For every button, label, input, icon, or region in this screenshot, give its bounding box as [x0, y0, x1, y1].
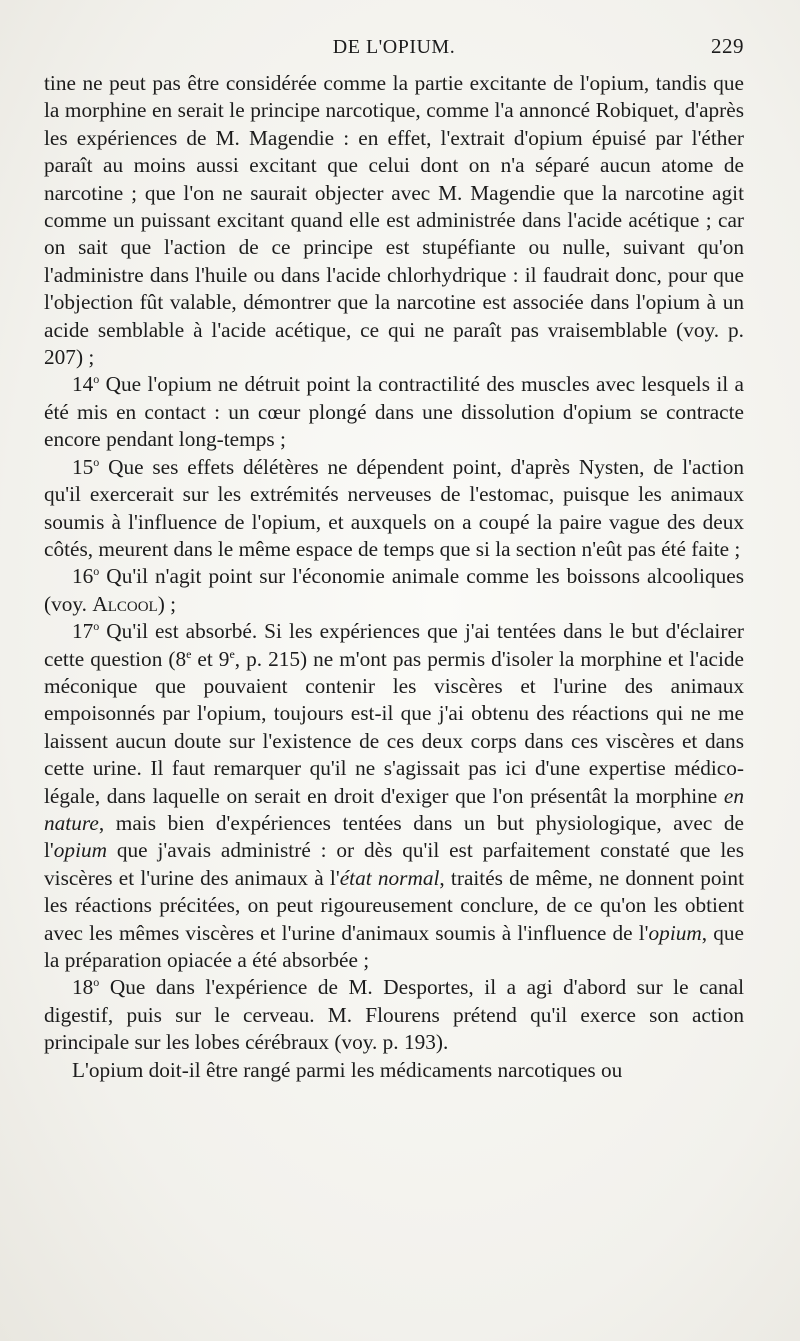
text-run: 17	[72, 619, 94, 644]
italic-text: en nature	[44, 783, 744, 835]
superscript: e	[229, 646, 235, 661]
paragraph-p-15	[44, 454, 744, 564]
text-run: tine ne peut pas être considérée comme la partie excitante de l'opium, tandis que la morphine en serait le principe narcotique, comme l'a annoncé Robiquet, d'après les expériences de M. Magendie : en effet, l'extrait d'opium épuisé par l'éther paraît au moins aussi excitant que celui dont on n'a séparé aucun atome de narcotine ; que l'on ne saurait objecter avec M. Magendie que la narcotine agit comme un puissant excitant quand elle est administrée dans l'acide acétique ; car on sait que l'action de ce principe est stupéfiante ou nulle, suivant qu'on l'administre dans l'huile ou dans l'acide chlorhydrique : il faudrait donc, pour que l'objection fût valable, démontrer que la narcotine est associée dans l'opium à un acide semblable à l'acide acétique, ce qui ne paraît pas vraisemblable (voy. p. 207) ;	[44, 71, 744, 370]
text-run: Qu'il est absorbé. Si les expériences que j'ai tentées dans le but d'éclairer cette question (8	[44, 619, 744, 671]
paragraph-p-last	[44, 1057, 744, 1084]
text-run: , traités de même, ne donnent point les réactions précitées, on peut rigoureusement conclure, de ce qu'on les obtient avec les mêmes viscères et l'urine d'animaux soumis à l'influence de l'	[44, 865, 744, 945]
text-run: L'opium doit-il être rangé parmi les médicaments narcotiques ou	[72, 1057, 623, 1082]
superscript: e	[186, 646, 192, 661]
text-run: , mais bien d'expériences tentées dans un but physiologique, avec de l'	[44, 810, 744, 863]
text-run: 16	[72, 564, 94, 589]
text-run: Qu'il n'agit point sur l'économie animale comme les boissons alcooliques (voy.	[44, 564, 744, 616]
italic-text: état normal	[339, 865, 440, 890]
text-run: Que dans l'expérience de M. Desportes, il a agi d'abord sur le canal digestif, puis sur le cerveau. M. Flourens prétend qu'il exerce son action principale sur les lobes cérébraux (voy. p. 193).	[44, 975, 744, 1055]
text-run: 14	[72, 372, 94, 397]
paragraph-p-14	[44, 371, 744, 453]
text-run: Que ses effets délétères ne dépendent point, d'après Nysten, de l'action qu'il exercerait sur les extrémités nerveuses de l'estomac, puisque les animaux soumis à l'influence de l'opium, et auxquels on a coupé la paire vague des deux côtés, meurent dans le même espace de temps que si la section n'eût pas été faite ;	[44, 454, 744, 561]
small-caps-text: Alcool	[92, 591, 158, 616]
superscript: o	[93, 564, 100, 579]
superscript: o	[93, 454, 100, 469]
italic-text: opium	[53, 838, 108, 863]
text-run: , p. 215) ne m'ont pas permis d'isoler la morphine et l'acide méconique que pouvaient contenir les viscères et l'urine des animaux empoisonnés par l'opium, toujours est-il que j'ai obtenu des réactions qui ne me laissent aucun doute sur l'existence de ces deux corps dans ces viscères et dans cette urine. Il faut remarquer qu'il ne s'agissait pas ici d'une expertise médico-légale, dans laquelle on serait en droit d'exiger que l'on présentât la morphine	[44, 646, 745, 808]
running-head: DE L'OPIUM.	[332, 36, 456, 58]
text-run: Que l'opium ne détruit point la contractilité des muscles avec lesquels il a été mis en contact : un cœur plongé dans une dissolution d'opium se contracte encore pendant long-temps ;	[44, 372, 744, 452]
body-text	[44, 70, 744, 1084]
paragraph-p-16	[44, 563, 744, 618]
text-run: que j'avais administré : or dès qu'il est parfaitement constaté que les viscères et l'urine des animaux à l'	[44, 838, 744, 890]
superscript: o	[93, 975, 100, 990]
text-run: , que la préparation opiacée a été absorbée ;	[44, 920, 744, 972]
paragraph-p-17	[44, 618, 744, 974]
superscript: o	[93, 372, 100, 387]
text-run: 15	[72, 454, 94, 479]
page-number: 229	[711, 34, 744, 58]
paragraph-p-cont	[44, 70, 744, 371]
text-run: et 9	[191, 646, 230, 671]
superscript: o	[93, 619, 100, 634]
italic-text: opium	[648, 920, 702, 945]
text-run: 18	[72, 975, 94, 1000]
paragraph-p-18	[44, 974, 744, 1056]
text-run: ) ;	[157, 591, 177, 616]
page-header	[44, 30, 744, 70]
